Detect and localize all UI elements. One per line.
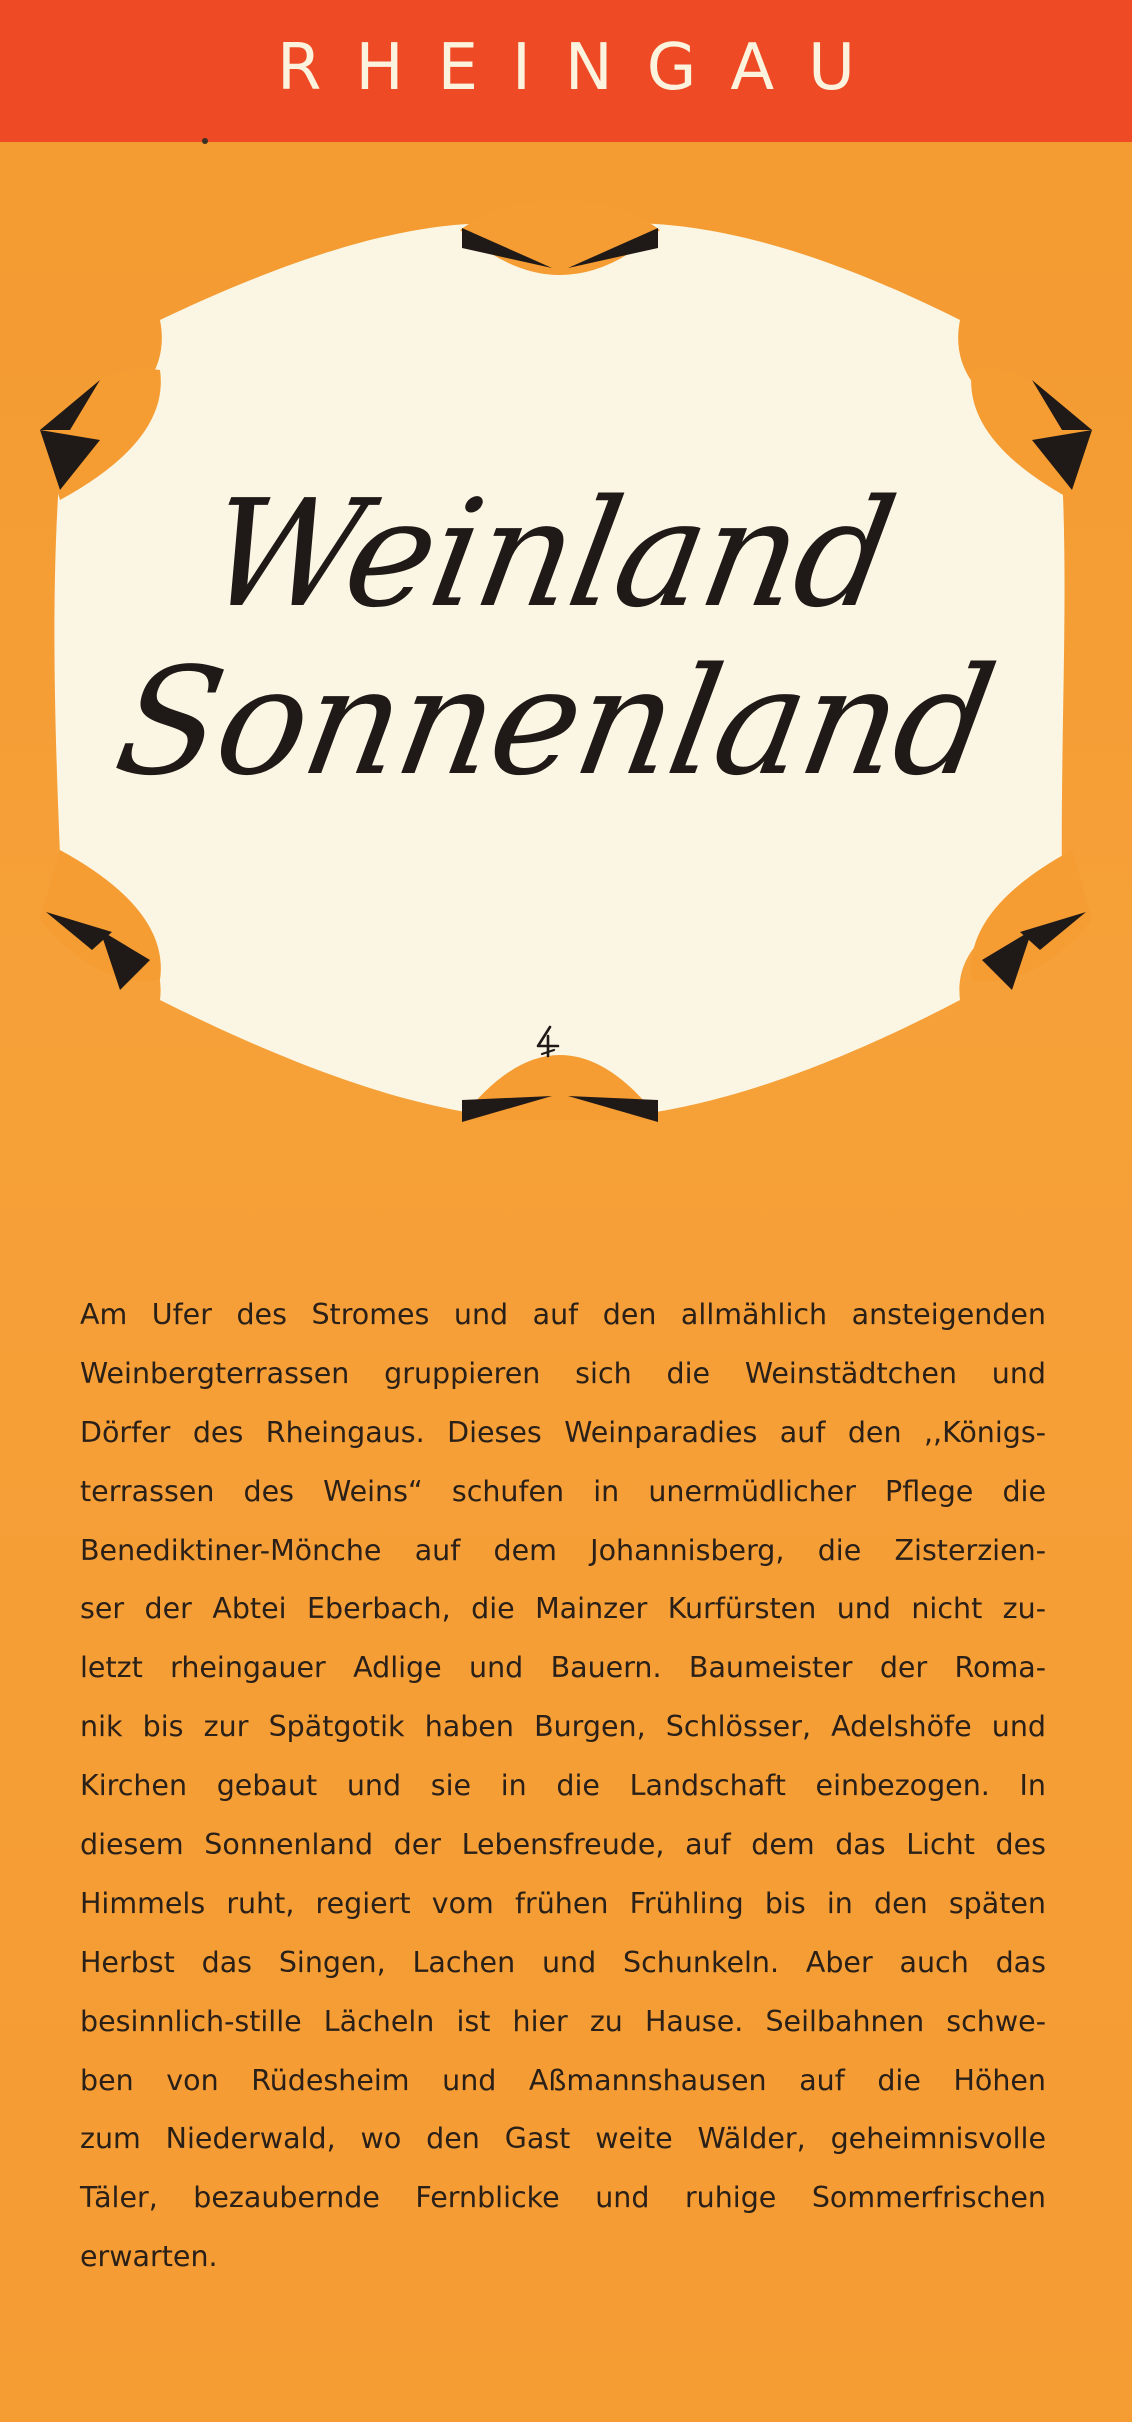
paragraph-line: diesem Sonnenland der Lebensfreude, auf dem das Licht des [80,1828,1046,1862]
paragraph-line: besinnlich-stille Lächeln ist hier zu Hause. Seilbahnen schwe- [80,2004,1046,2038]
paragraph-line: Am Ufer des Stromes und auf den allmählich ansteigenden [80,1298,1046,1331]
paragraph-line: erwarten. [80,2240,218,2274]
paragraph-line: Benediktiner-Mönche auf dem Johannisberg, die Zisterzien- [80,1533,1046,1567]
paragraph-line: Kirchen gebaut und sie in die Landschaft einbezogen. In [80,1769,1046,1803]
cover-title [104,468,1005,808]
paragraph-line: Himmels ruht, regiert vom frühen Frühling bis in den späten [80,1886,1046,1920]
intro-paragraph [80,1286,1046,2287]
paragraph-line: Täler, bezaubernde Fernblicke und ruhige Sommerfrischen [80,2181,1046,2215]
paragraph-line: terrassen des Weins“ schufen in unermüdlicher Pflege die [80,1474,1046,1508]
paragraph-line: Weinbergterrassen gruppieren sich die Weinstädtchen und [80,1356,1046,1390]
paragraph-line: Dörfer des Rheingaus. Dieses Weinparadies auf den ,,Königs- [80,1415,1046,1449]
title-line-weinland: Weinland [194,468,906,640]
paragraph-line: Herbst das Singen, Lachen und Schunkeln. Aber auch das [80,1945,1046,1979]
title-line-sonnenland: Sonnenland [104,636,1005,808]
designer-monogram [532,1024,564,1060]
paragraph-line: zum Niederwald, wo den Gast weite Wälder, geheimnisvolle [80,2122,1046,2156]
paragraph-line: nik bis zur Spätgotik haben Burgen, Schlösser, Adelshöfe und [80,1710,1046,1744]
print-speck [202,138,208,144]
paragraph-line: ben von Rüdesheim und Aßmannshausen auf die Höhen [80,2063,1046,2097]
region-title: RHEINGAU [277,31,889,105]
header-band [0,0,1132,142]
paragraph-line: ser der Abtei Eberbach, die Mainzer Kurfürsten und nicht zu- [80,1592,1046,1626]
paragraph-line: letzt rheingauer Adlige und Bauern. Baumeister der Roma- [80,1651,1046,1685]
